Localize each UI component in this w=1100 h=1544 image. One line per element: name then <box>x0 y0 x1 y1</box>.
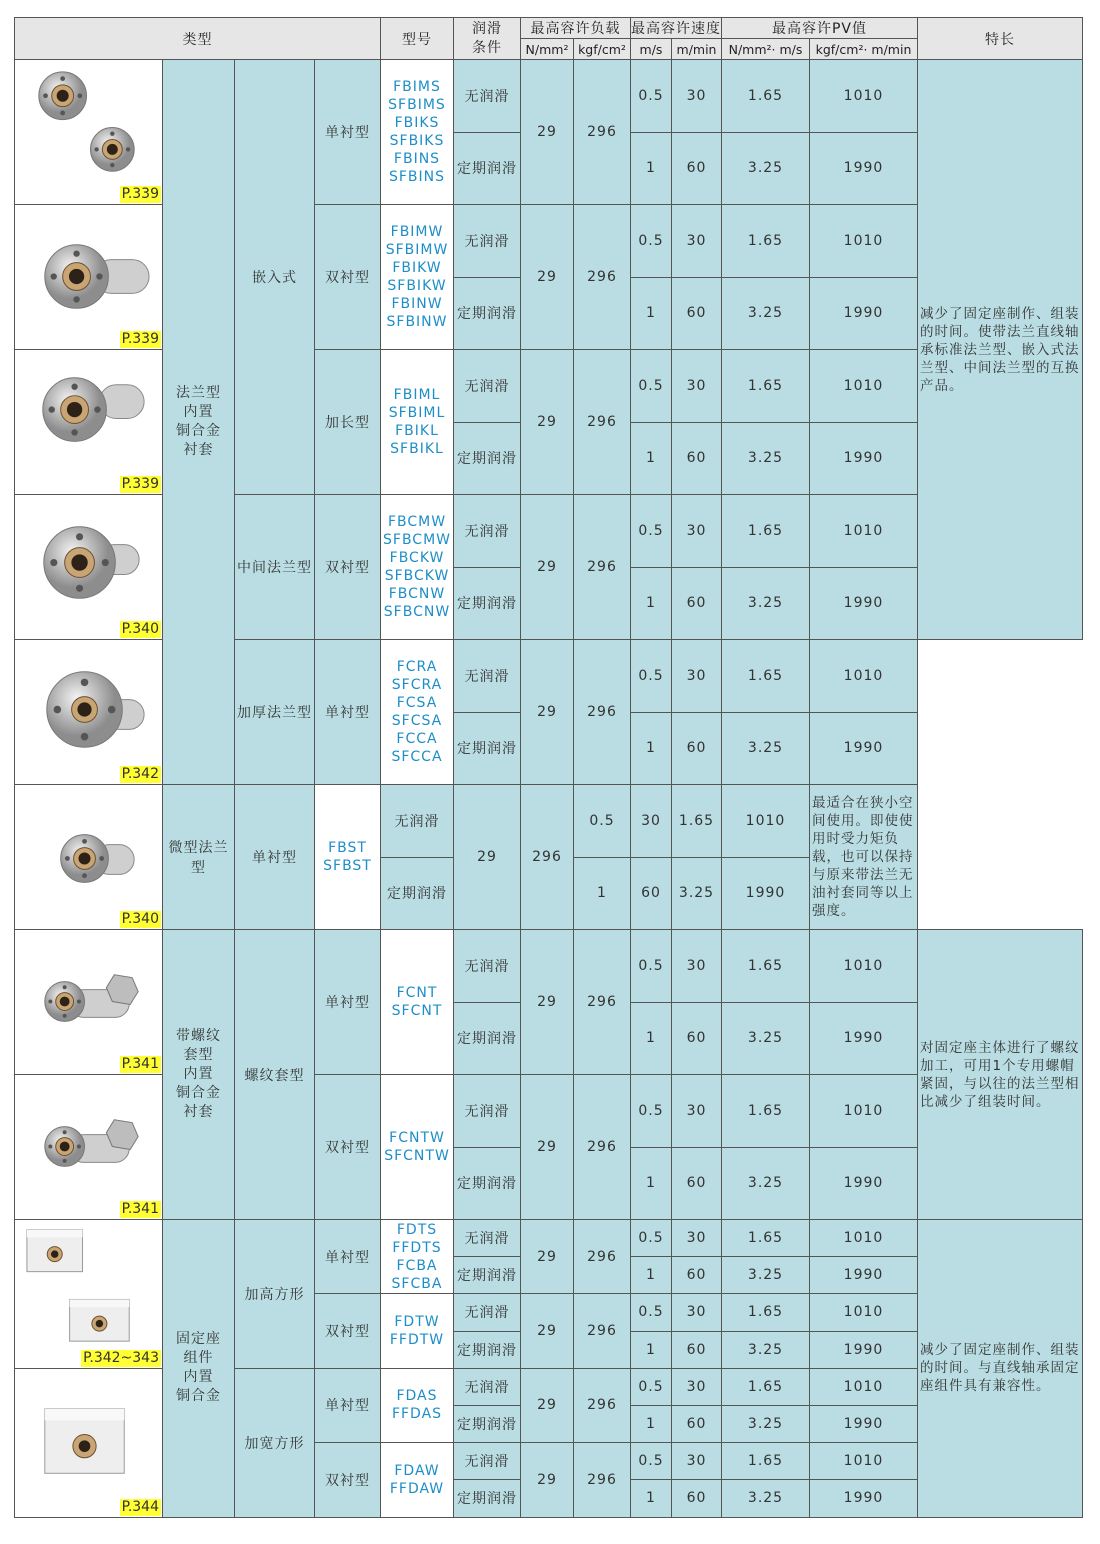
variant-label: 单衬型 <box>315 1220 381 1294</box>
speed-mmin-value: 30 <box>672 1075 722 1148</box>
speed-mmin-value: 30 <box>672 1294 722 1331</box>
load-n-value: 29 <box>521 60 574 205</box>
table-row <box>15 785 1083 858</box>
header-lube: 润滑 条件 <box>454 18 521 60</box>
pv-kgf-value: 1990 <box>722 857 810 930</box>
speed-mmin-value: 60 <box>631 857 672 930</box>
lube-condition: 定期润滑 <box>454 1002 521 1075</box>
pv-n-value: 1.65 <box>722 60 810 133</box>
load-kgf-value: 296 <box>574 640 631 785</box>
pv-n-value: 3.25 <box>722 1257 810 1294</box>
product-photo <box>15 1220 162 1363</box>
speed-ms-value: 1 <box>631 277 672 350</box>
variant-label: 双衬型 <box>315 495 381 640</box>
table-body <box>15 60 1083 1518</box>
variant-label: 单衬型 <box>315 640 381 785</box>
load-n-value: 29 <box>521 205 574 350</box>
variant-label: 单衬型 <box>315 930 381 1075</box>
model-codes: FBIMS SFBIMS FBIKS SFBIKS FBINS SFBINS <box>381 60 454 205</box>
product-photo <box>15 495 162 638</box>
speed-ms-value: 1 <box>631 1257 672 1294</box>
speed-ms-value: 0.5 <box>631 640 672 713</box>
speed-ms-value: 1 <box>631 1331 672 1368</box>
features-text: 减少了固定座制作、组装的时间。与直线轴承固定座组件具有兼容性。 <box>918 1220 1083 1518</box>
pv-kgf-value: 1010 <box>810 1075 918 1148</box>
category-label: 带螺纹 套型 内置 铜合金 衬套 <box>163 930 235 1220</box>
subtype-label: 加宽方形 <box>235 1368 315 1517</box>
model-codes: FCRA SFCRA FCSA SFCSA FCCA SFCCA <box>381 640 454 785</box>
speed-ms-value: 1 <box>631 1405 672 1442</box>
pv-kgf-value: 1990 <box>810 132 918 205</box>
variant-label: 双衬型 <box>315 1075 381 1220</box>
lube-condition: 定期润滑 <box>454 1147 521 1220</box>
pv-kgf-value: 1990 <box>810 422 918 495</box>
lube-condition: 无润滑 <box>454 1220 521 1257</box>
product-image-cell <box>15 640 163 785</box>
table-row <box>15 930 1083 1003</box>
pv-n-value: 1.65 <box>722 1220 810 1257</box>
load-kgf-value: 296 <box>574 1368 631 1442</box>
load-n-value: 29 <box>521 930 574 1075</box>
load-kgf-value: 296 <box>521 785 574 930</box>
product-photo <box>15 1075 162 1218</box>
speed-ms-value: 0.5 <box>631 205 672 278</box>
speed-mmin-value: 60 <box>672 132 722 205</box>
lube-condition: 无润滑 <box>381 785 454 858</box>
speed-ms-value: 1 <box>631 422 672 495</box>
pv-kgf-value: 1990 <box>810 277 918 350</box>
variant-label: 加长型 <box>315 350 381 495</box>
speed-mmin-value: 60 <box>672 567 722 640</box>
speed-mmin-value: 60 <box>672 277 722 350</box>
speed-ms-value: 0.5 <box>631 1294 672 1331</box>
table-row <box>15 60 1083 133</box>
load-kgf-value: 296 <box>574 1075 631 1220</box>
page-reference[interactable]: P.341 <box>121 1056 159 1072</box>
speed-mmin-value: 60 <box>672 1002 722 1075</box>
speed-ms-value: 0.5 <box>631 1075 672 1148</box>
speed-ms-value: 1 <box>631 1002 672 1075</box>
product-photo <box>15 205 162 348</box>
features-text: 减少了固定座制作、组装的时间。使带法兰直线轴承标准法兰型、嵌入式法兰型、中间法兰型的互换产品。 <box>918 60 1083 640</box>
speed-mmin-value: 60 <box>672 1405 722 1442</box>
lube-condition: 无润滑 <box>454 640 521 713</box>
header-load: 最高容许负载 <box>521 18 631 39</box>
speed-mmin-value: 30 <box>631 785 672 858</box>
lube-condition: 无润滑 <box>454 1075 521 1148</box>
category-label: 固定座 组件 内置 铜合金 <box>163 1220 235 1518</box>
features-text: 对固定座主体进行了螺纹加工，可用1个专用螺帽紧固，与以往的法兰型相比减少了组装时间。 <box>918 930 1083 1220</box>
load-kgf-value: 296 <box>574 1443 631 1517</box>
speed-mmin-value: 60 <box>672 712 722 785</box>
speed-ms-value: 0.5 <box>631 60 672 133</box>
pv-kgf-value: 1990 <box>810 567 918 640</box>
speed-mmin-value: 60 <box>672 1257 722 1294</box>
pv-kgf-value: 1010 <box>810 1220 918 1257</box>
load-kgf-value: 296 <box>574 205 631 350</box>
variant-label: 单衬型 <box>315 60 381 205</box>
page-reference[interactable]: P.341 <box>121 1201 159 1217</box>
load-kgf-value: 296 <box>574 1294 631 1368</box>
speed-mmin-value: 60 <box>672 1331 722 1368</box>
speed-ms-value: 0.5 <box>631 1368 672 1405</box>
lube-condition: 无润滑 <box>454 495 521 568</box>
lube-condition: 无润滑 <box>454 60 521 133</box>
pv-n-value: 3.25 <box>722 422 810 495</box>
pv-kgf-value: 1990 <box>810 1480 918 1517</box>
speed-mmin-value: 60 <box>672 1480 722 1517</box>
pv-n-value: 1.65 <box>722 1294 810 1331</box>
subtype-label: 螺纹套型 <box>235 930 315 1220</box>
model-codes: FBST SFBST <box>315 785 381 930</box>
speed-ms-value: 1 <box>574 857 631 930</box>
header-model: 型号 <box>381 18 454 60</box>
speed-ms-value: 1 <box>631 132 672 205</box>
pv-kgf-value: 1010 <box>810 1443 918 1480</box>
speed-mmin-value: 30 <box>672 1368 722 1405</box>
subtype-label: 中间法兰型 <box>235 495 315 640</box>
model-codes: FBIMW SFBIMW FBIKW SFBIKW FBINW SFBINW <box>381 205 454 350</box>
pv-kgf-value: 1010 <box>810 205 918 278</box>
model-codes: FDTS FFDTS FCBA SFCBA <box>381 1220 454 1294</box>
unit-pv-kgf: kgf/cm²· m/min <box>810 39 918 60</box>
pv-n-value: 3.25 <box>722 1480 810 1517</box>
header-features: 特长 <box>918 18 1083 60</box>
pv-n-value: 1.65 <box>722 1075 810 1148</box>
page-reference[interactable]: P.340 <box>121 621 159 637</box>
model-codes: FDAW FFDAW <box>381 1443 454 1517</box>
variant-label: 双衬型 <box>315 205 381 350</box>
lube-condition: 无润滑 <box>454 930 521 1003</box>
lube-condition: 无润滑 <box>454 1368 521 1405</box>
lube-condition: 定期润滑 <box>454 132 521 205</box>
variant-label: 单衬型 <box>235 785 315 930</box>
load-n-value: 29 <box>521 1075 574 1220</box>
lube-condition: 定期润滑 <box>454 1480 521 1517</box>
pv-n-value: 3.25 <box>722 1002 810 1075</box>
product-photo <box>15 785 162 928</box>
speed-mmin-value: 60 <box>672 422 722 495</box>
pv-kgf-value: 1990 <box>810 1257 918 1294</box>
pv-n-value: 3.25 <box>722 567 810 640</box>
load-n-value: 29 <box>521 350 574 495</box>
page-reference[interactable]: P.342 <box>121 766 159 782</box>
pv-n-value: 1.65 <box>722 350 810 423</box>
page-reference[interactable]: P.339 <box>121 186 159 202</box>
pv-kgf-value: 1010 <box>810 930 918 1003</box>
lube-condition: 定期润滑 <box>454 422 521 495</box>
model-codes: FBCMW SFBCMW FBCKW SFBCKW FBCNW SFBCNW <box>381 495 454 640</box>
subtype-label: 微型法兰型 <box>163 785 235 930</box>
load-n-value: 29 <box>521 1294 574 1368</box>
model-codes: FCNTW SFCNTW <box>381 1075 454 1220</box>
pv-kgf-value: 1990 <box>810 1331 918 1368</box>
speed-ms-value: 1 <box>631 712 672 785</box>
page-reference[interactable]: P.340 <box>121 911 159 927</box>
load-kgf-value: 296 <box>574 350 631 495</box>
pv-n-value: 1.65 <box>722 930 810 1003</box>
unit-speed-ms: m/s <box>631 39 672 60</box>
product-image-cell <box>15 205 163 350</box>
pv-n-value: 3.25 <box>722 277 810 350</box>
load-kgf-value: 296 <box>574 930 631 1075</box>
lube-condition: 定期润滑 <box>454 1331 521 1368</box>
load-n-value: 29 <box>454 785 521 930</box>
page-reference[interactable]: P.342~343 <box>83 1349 159 1366</box>
load-kgf-value: 296 <box>574 495 631 640</box>
load-n-value: 29 <box>521 1368 574 1442</box>
pv-n-value: 1.65 <box>722 1368 810 1405</box>
speed-mmin-value: 60 <box>672 1147 722 1220</box>
pv-kgf-value: 1010 <box>722 785 810 858</box>
product-photo <box>15 350 162 493</box>
pv-kgf-value: 1010 <box>810 1368 918 1405</box>
product-image-cell <box>15 785 163 930</box>
lube-condition: 定期润滑 <box>454 712 521 785</box>
pv-kgf-value: 1990 <box>810 1002 918 1075</box>
unit-pv-n: N/mm²· m/s <box>722 39 810 60</box>
header-speed: 最高容许速度 <box>631 18 722 39</box>
load-n-value: 29 <box>521 495 574 640</box>
pv-n-value: 1.65 <box>722 640 810 713</box>
speed-ms-value: 0.5 <box>631 495 672 568</box>
pv-kgf-value: 1990 <box>810 712 918 785</box>
product-photo <box>15 60 162 203</box>
load-kgf-value: 296 <box>574 1220 631 1294</box>
load-n-value: 29 <box>521 640 574 785</box>
spec-table <box>14 17 1083 1518</box>
speed-ms-value: 0.5 <box>574 785 631 858</box>
speed-ms-value: 0.5 <box>631 1220 672 1257</box>
pv-n-value: 1.65 <box>672 785 722 858</box>
pv-kgf-value: 1010 <box>810 60 918 133</box>
model-codes: FCNT SFCNT <box>381 930 454 1075</box>
product-image-cell <box>15 930 163 1075</box>
product-photo <box>15 930 162 1073</box>
pv-kgf-value: 1010 <box>810 1294 918 1331</box>
subtype-label: 嵌入式 <box>235 60 315 495</box>
product-photo <box>15 1369 162 1512</box>
table-row <box>15 1220 1083 1257</box>
model-codes: FBIML SFBIML FBIKL SFBIKL <box>381 350 454 495</box>
speed-mmin-value: 30 <box>672 1220 722 1257</box>
lube-condition: 无润滑 <box>454 1443 521 1480</box>
variant-label: 单衬型 <box>315 1368 381 1442</box>
page-reference[interactable]: P.339 <box>121 331 159 347</box>
product-image-cell <box>15 60 163 205</box>
pv-n-value: 1.65 <box>722 205 810 278</box>
speed-mmin-value: 30 <box>672 930 722 1003</box>
variant-label: 双衬型 <box>315 1294 381 1368</box>
speed-mmin-value: 30 <box>672 495 722 568</box>
lube-condition: 无润滑 <box>454 205 521 278</box>
header-type: 类型 <box>15 18 381 60</box>
pv-n-value: 3.25 <box>722 132 810 205</box>
pv-kgf-value: 1010 <box>810 350 918 423</box>
features-text: 最适合在狭小空间使用。即使使用时受力矩负载，也可以保持与原来带法兰无油衬套同等以上强度。 <box>810 785 918 930</box>
pv-kgf-value: 1010 <box>810 640 918 713</box>
lube-condition: 定期润滑 <box>381 857 454 930</box>
subtype-label: 加高方形 <box>235 1220 315 1369</box>
speed-mmin-value: 30 <box>672 1443 722 1480</box>
pv-n-value: 3.25 <box>722 1147 810 1220</box>
variant-label: 双衬型 <box>315 1443 381 1517</box>
product-image-cell <box>15 1368 163 1517</box>
speed-ms-value: 0.5 <box>631 930 672 1003</box>
unit-load-n: N/mm² <box>521 39 574 60</box>
product-photo <box>15 640 162 783</box>
product-image-cell <box>15 1220 163 1369</box>
lube-condition: 无润滑 <box>454 1294 521 1331</box>
pv-n-value: 1.65 <box>722 1443 810 1480</box>
speed-mmin-value: 30 <box>672 640 722 713</box>
speed-mmin-value: 30 <box>672 350 722 423</box>
pv-n-value: 3.25 <box>672 857 722 930</box>
model-codes: FDAS FFDAS <box>381 1368 454 1442</box>
pv-kgf-value: 1990 <box>810 1405 918 1442</box>
pv-n-value: 3.25 <box>722 1405 810 1442</box>
model-codes: FDTW FFDTW <box>381 1294 454 1368</box>
pv-kgf-value: 1010 <box>810 495 918 568</box>
speed-ms-value: 0.5 <box>631 350 672 423</box>
speed-ms-value: 1 <box>631 567 672 640</box>
lube-condition: 定期润滑 <box>454 1257 521 1294</box>
product-image-cell <box>15 1075 163 1220</box>
header-pv: 最高容许PV值 <box>722 18 918 39</box>
page-reference[interactable]: P.344 <box>121 1498 159 1515</box>
speed-mmin-value: 30 <box>672 60 722 133</box>
pv-kgf-value: 1990 <box>810 1147 918 1220</box>
product-image-cell <box>15 350 163 495</box>
lube-condition: 定期润滑 <box>454 277 521 350</box>
pv-n-value: 3.25 <box>722 1331 810 1368</box>
unit-speed-mmin: m/min <box>672 39 722 60</box>
speed-ms-value: 0.5 <box>631 1443 672 1480</box>
category-label: 法兰型 内置 铜合金 衬套 <box>163 60 235 785</box>
subtype-label: 加厚法兰型 <box>235 640 315 785</box>
lube-condition: 定期润滑 <box>454 567 521 640</box>
product-image-cell <box>15 495 163 640</box>
load-n-value: 29 <box>521 1443 574 1517</box>
speed-mmin-value: 30 <box>672 205 722 278</box>
pv-n-value: 1.65 <box>722 495 810 568</box>
speed-ms-value: 1 <box>631 1147 672 1220</box>
page-reference[interactable]: P.339 <box>121 476 159 492</box>
lube-condition: 无润滑 <box>454 350 521 423</box>
load-kgf-value: 296 <box>574 60 631 205</box>
lube-condition: 定期润滑 <box>454 1405 521 1442</box>
unit-load-kgf: kgf/cm² <box>574 39 631 60</box>
pv-n-value: 3.25 <box>722 712 810 785</box>
speed-ms-value: 1 <box>631 1480 672 1517</box>
load-n-value: 29 <box>521 1220 574 1294</box>
